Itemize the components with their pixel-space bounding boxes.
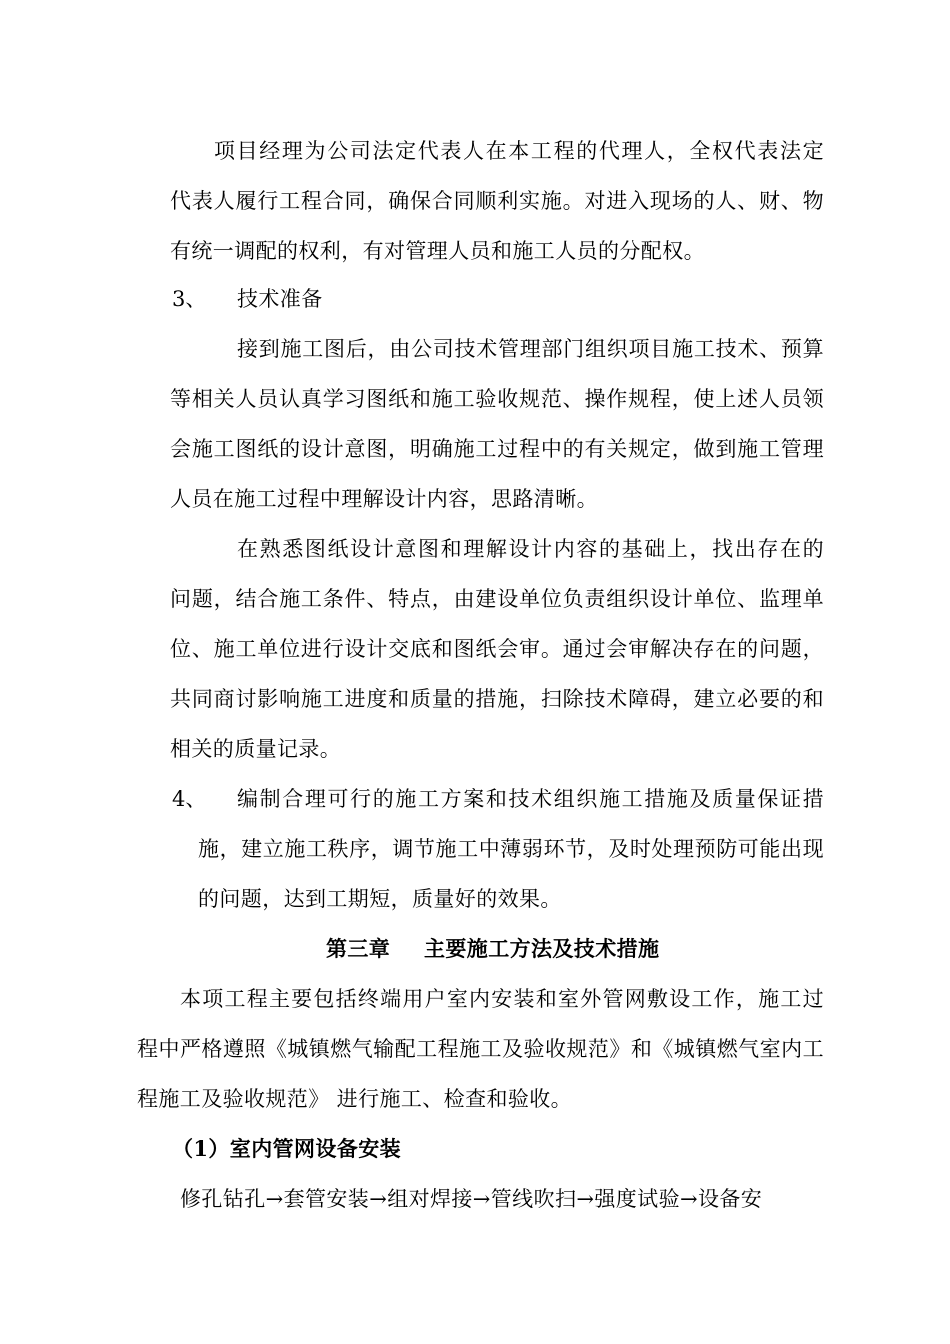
item-line: 编制合理可行的施工方案和技术组织施工措施及质量保证措 (237, 787, 824, 811)
paragraph-line: 等相关人员认真学习图纸和施工验收规范、操作规程，使上述人员领 (170, 387, 824, 411)
paragraph-line: 项目经理为公司法定代表人在本工程的代理人，全权代表法定 (214, 139, 824, 163)
paragraph-line: 相关的质量记录。 (170, 737, 342, 761)
paragraph-line: 接到施工图后，由公司技术管理部门组织项目施工技术、预算 (237, 337, 824, 361)
paragraph-line: 人员在施工过程中理解设计内容，思路清晰。 (170, 487, 598, 511)
paragraph-line: 本项工程主要包括终端用户室内安装和室外管网敷设工作，施工过 (180, 987, 824, 1011)
process-flow-line: 修孔钻孔→套管安装→组对焊接→管线吹扫→强度试验→设备安 (180, 1187, 763, 1211)
paragraph-line: 程施工及验收规范》 进行施工、检查和验收。 (137, 1087, 573, 1111)
paragraph-line: 位、施工单位进行设计交底和图纸会审。通过会审解决存在的问题， (170, 637, 824, 661)
chapter-title: 主要施工方法及技术措施 (424, 936, 660, 961)
paragraph-line: 程中严格遵照《城镇燃气输配工程施工及验收规范》和《城镇燃气室内工 (137, 1037, 824, 1061)
paragraph-line: 代表人履行工程合同，确保合同顺利实施。对进入现场的人、财、物 (170, 189, 824, 213)
paragraph-line: 问题，结合施工条件、特点，由建设单位负责组织设计单位、监理单 (170, 587, 824, 611)
section-number: 3、 (172, 287, 207, 311)
item-line: 施，建立施工秩序，调节施工中薄弱环节，及时处理预防可能出现 (198, 837, 824, 861)
subheading: （1）室内管网设备安装 (172, 1136, 402, 1161)
paragraph-line: 有统一调配的权利，有对管理人员和施工人员的分配权。 (170, 239, 705, 263)
paragraph-line: 在熟悉图纸设计意图和理解设计内容的基础上，找出存在的 (237, 537, 824, 561)
section-title: 技术准备 (237, 287, 323, 311)
paragraph-line: 共同商讨影响施工进度和质量的措施，扫除技术障碍，建立必要的和 (170, 687, 824, 711)
item-number: 4、 (172, 787, 207, 811)
paragraph-line: 会施工图纸的设计意图，明确施工过程中的有关规定，做到施工管理 (170, 437, 824, 461)
chapter-number: 第三章 (326, 936, 391, 961)
item-line: 的问题，达到工期短，质量好的效果。 (198, 887, 562, 911)
